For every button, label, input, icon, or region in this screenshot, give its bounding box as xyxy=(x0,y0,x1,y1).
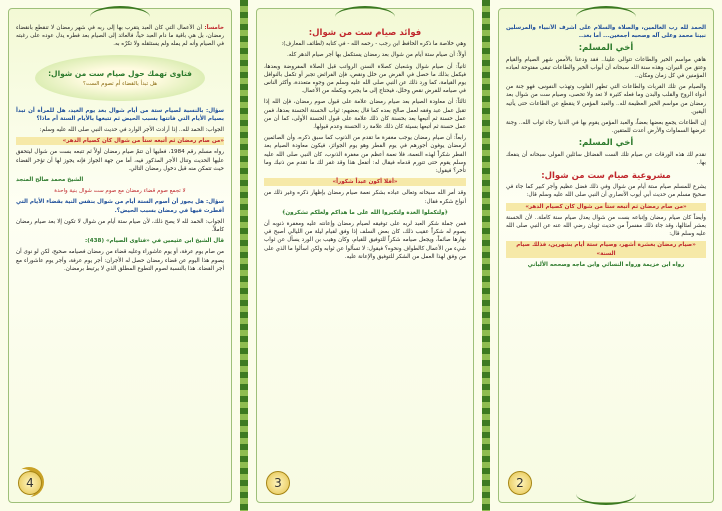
paragraph-3: إن الطاعات يجمع بعضها بعضاً، والعبد المؤمن يقوم بها في الدنيا رجاء ثواب الله.. وجنة عرضها السماوات والأرض أعدت للمتقين. xyxy=(506,120,706,135)
hadith-source: رواه ابن خزيمة ورواه النسائي وابن ماجه وصححه الألباني xyxy=(527,261,685,268)
page-number: 2 xyxy=(508,471,532,495)
heading-brother-1: أخي المسلم: xyxy=(578,43,634,54)
page-divider xyxy=(240,0,248,511)
opening-text: الحمد لله رب العالمين، والصلاة والسلام على أشرف الأنبياء والمرسلين نبينا محمد وعلى آله وصحبه أجمعين... أما بعد.. xyxy=(506,25,706,40)
benefit-4: رابعاً: أن صيام رمضان يوجب مغفرة ما تقدم من الذنوب كما سبق ذكره، وأن الصائمين لرمضان يوفون أجورهم في يوم الفطر وهو يوم الجوائز، فيكون معاودة الصيام بعد الفطر شكراً لهذه النعمة، فلا نعمة أعظم من مغفرة الذنوب، كان النبي صلى الله عليه وسلم يقوم حتى تتورم قدماه فيقال له: أتفعل هذا وقد غفر لك ما تقدم من ذنبك وما تأخر؟ فيقول: xyxy=(264,135,466,175)
page-number: 4 xyxy=(18,471,42,495)
heading-brother-2: أخي المسلم: xyxy=(578,138,634,149)
fatawa-heading xyxy=(35,55,205,101)
section-separator: لا تجمع صوم قضاء رمضان مع صوم ست شوال بنية واحدة xyxy=(54,188,186,195)
page-2 xyxy=(490,0,722,511)
paragraph-4: نقدم لك هذه الورقات عن صيام تلك الست الفضائل سائلين المولى سبحانه أن ينفعك بها.. xyxy=(506,151,706,166)
answer-1-detail: رواه مسلم رقم 1984، فعليها أن تتمّ صيام رمضان أولاً ثم تتبعه بست من شوال ليتحقق عليها الحديث وتنال الأجر المذكور فيه، أما من جهة الجواز فإنه يجوز لها أن تؤخر القضاء حيث تتمكن منه قبل دخول رمضان التالي. xyxy=(16,149,224,172)
point-five-text: أن الأعمال التي كان العبد يتقرب بها إلى ربه في شهر رمضان لا تنقطع بانقضاء رمضان، بل هي باقية ما دام العبد حياً، فالعائد إلى الصيام بعد فطره يدل عوده على رغبته في الصيام وأنه لم يمله ولم يستثقله ولا تكرّه به. xyxy=(16,25,224,48)
answer-1-hadith: «من صام رمضان ثم أتبعه ستاً من شوال كان كصيام الدهر» xyxy=(16,137,224,145)
question-1: سؤال: بالنسبة لصيام ستة من أيام شوال بعد يوم العيد، هل للمرأة أن تبدأ بصيام الأيام التي فاتتها بسبب الحيض ثم تتبعها بالأيام الستة أم ماذا؟ xyxy=(16,107,224,122)
paragraph-6: وأيضاً كان صيام رمضان وإتباعه بست من شوال يعدل صيام سنة كاملة.. لأن الحسنة بعشر أمثالها، وقد جاء ذلك مفسراً من حديث ثوبان رضي الله عنه عن النبي صلى الله عليه وسلم قال: xyxy=(506,214,706,238)
legitimacy-title: مشروعية صيام ست من شوال: xyxy=(541,171,671,182)
benefits-intro: وهي خلاصة ما ذكره الحافظ ابن رجب - رحمه الله - في كتابه (لطائف المعارف): xyxy=(281,41,466,48)
page-3-content xyxy=(264,24,466,477)
fatwa-signature: الشيخ محمد صالح المنجد xyxy=(16,177,84,184)
fatawa-subtitle: هل تبدأ بالقضاء أم تصوم الست؟ xyxy=(82,80,158,87)
benefit-2: ثانياً: أن صيام شوال وشعبان كصلاة السنن الرواتب قبل الصلاة المفروضة وبعدها، فيكمل بذلك ما حصل في الفرض من خلل ونقص، فإن الفرائض تجبر أو تكمل بالنوافل يوم القيامة، كما ورد ذلك عن النبي صلى الله عليه وسلم من وجوه متعددة، وأكثر الناس في صيامه للفرض نقص وخلل، فيحتاج إلى ما يجبره ويكمله من الأعمال. xyxy=(264,63,466,95)
benefit-6: فمن جملة شكر العبد لربه على توفيقه لصيام رمضان وإعانته عليه ومغفرة ذنوبه أن يصوم له شكراً عقيب ذلك، كان بعض السلف إذا وفق لقيام ليلة من الليالي أصبح في نهارها صائماً، ويجعل صيامه شكراً للتوفيق للقيام، وكان وهيب بن الورد يسأل عن ثواب شيء من الأعمال كالطواف ونحوه؟ فيقول: لا تسألوا عن ثوابه ولكن اسألوا ما الذي على من وفق لهذا العمل من الشكر للتوفيق والإعانة عليه. xyxy=(264,221,466,260)
benefit-1: أولاً: أن صيام ستة أيام من شوال بعد رمضان يستكمل بها أجر صيام الدهر كله. xyxy=(286,52,466,59)
benefit-4-hadith: «أفلا أكون عبداً شكوراً» xyxy=(264,178,466,186)
benefit-5: وقد أمر الله سبحانه وتعالى عباده بشكر نعمة صيام رمضان بإظهار ذكره وغير ذلك من أنواع شكره فقال: xyxy=(264,190,466,205)
hadith-1: «من صام رمضان ثم أتبعه ستاً من شوال كان كصيام الدهر» xyxy=(506,203,706,211)
page-divider xyxy=(482,0,490,511)
page-3 xyxy=(248,0,482,511)
answer-1: الجواب: الحمد لله.. إذا أرادت الأجر الوارد في حديث النبي صلى الله عليه وسلم: xyxy=(39,127,224,134)
ornament-bottom xyxy=(576,483,636,505)
paragraph-2: والصيام من تلك القربات والطاعات التي تطهر القلوب وتهذب النفوس، فهو جنة من أدواء الروح والقلب والبدن وما فعله كثيرة لا تعد ولا تحصى، وصيام ست من شوال بعد رمضان من مواسم الخير العظيمة لله.. والعبد المؤمن لا ينقطع عن الطاعات حتى يأتيه اليقين. xyxy=(506,84,706,115)
benefits-title: فوائد صيام ست من شوال: xyxy=(308,28,422,38)
answer-2: الجواب: الحمد لله لا يصح ذلك، لأن صيام ستة أيام من شوال لا تكون إلا بعد صيام رمضان كاملاً. xyxy=(16,218,224,234)
page-number: 3 xyxy=(266,471,290,495)
fatawa-title: فتاوى تهمك حول صيام ست من شوال: xyxy=(48,68,192,78)
benefit-3: ثالثاً: أن معاودة الصيام بعد صيام رمضان علامة على قبول صوم رمضان، فإن الله إذا تقبل عمل عبد وفقه لعمل صالح بعده كما قال بعضهم: ثواب الحسنة الحسنة بعدها، فمن عمل حسنة ثم أتبعها بعد بحسنة كان ذلك علامة على قبول الحسنة الأولى، كما أن من عمل حسنة ثم أتبعها بسيئة كان ذلك علامة رد الحسنة وعدم قبولها. xyxy=(264,99,466,131)
paragraph-5: يشرع للمسلم صيام ستة أيام من شوال وفي ذلك فضل عظيم وأجر كبير كما جاء في صحيح مسلم من حديث أبي أيوب الأنصاري أن النبي صلى الله عليه وسلم قال: xyxy=(506,184,706,199)
answer-2-detail: من صام يوم عرفة، أو يوم عاشوراء وعليه قضاء من رمضان فصيامه صحيح، لكن لو نوى أن يصوم هذا اليوم عن قضاء رمضان حصل له الأجران: أجر يوم عرفة، وأجر يوم عاشوراء مع أجر القضاء. هذا بالنسبة لصوم التطوع المطلق الذي لا يرتبط برمضان. xyxy=(16,249,224,272)
paragraph-1: هاهي مواسم الخير والطاعات تتوالى علينا.. فقد ودعنا بالأمس شهر الصيام والقيام وعتق من النيران، وهذه سنة الله سبحانه أن أبواب الخير والطاعات تبقى مفتوحة لعباده المؤمنين في كل زمان ومكان.. xyxy=(506,56,706,80)
point-five-label: خامساً: xyxy=(204,25,224,31)
answer-2-source: قال الشيخ ابن عثيمين في «فتاوى الصيام» (438): xyxy=(84,238,224,245)
quran-verse: ﴿ولتكملوا العدة ولتكبروا الله على ما هداكم ولعلكم تشكرون﴾ xyxy=(282,209,448,216)
page-2-content xyxy=(506,24,706,477)
question-2: سؤال: هل يجوز أن أصوم الستة أيام من شوال بنفس النية بقضاء الأيام التي أفطرت فيها في رمضان بسبب الحيض؟. xyxy=(16,199,224,214)
page-4-content xyxy=(16,24,224,477)
hadith-2: «صيام رمضان بعشرة أشهر، وصيام ستة أيام بشهرين، فذلك صيام السنة» xyxy=(506,241,706,257)
page-4 xyxy=(0,0,240,511)
